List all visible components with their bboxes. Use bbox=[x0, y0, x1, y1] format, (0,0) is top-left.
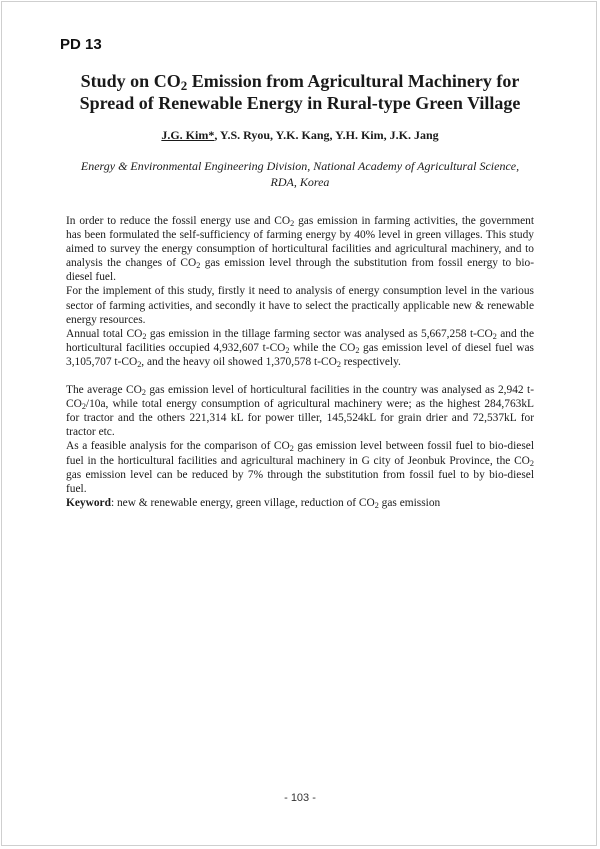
co2-subscript: 2 bbox=[196, 261, 201, 271]
co2-subscript: 2 bbox=[355, 345, 360, 355]
p3-text-f: , and the heavy oil showed 1,370,578 t-CO bbox=[141, 355, 337, 368]
title-line2: Spread of Renewable Energy in Rural-type Green Village bbox=[79, 93, 521, 113]
keyword-text-b: gas emission bbox=[378, 496, 441, 509]
title-line1-end: Emission from Agricultural Machinery for bbox=[187, 71, 520, 91]
p4-text-b: gas emission level of horticultural facilities in the country was analysed as 2,942 t-CO bbox=[66, 384, 534, 411]
co2-subscript: 2 bbox=[492, 331, 497, 341]
co2-subscript: 2 bbox=[142, 331, 147, 341]
page-number: - 103 - bbox=[284, 792, 316, 804]
p5-text-c: gas emission level can be reduced by 7% through the substitution from fossil fuel to by bio-diesel fuel. bbox=[66, 468, 534, 495]
co2-subscript: 2 bbox=[529, 458, 534, 468]
title-line1-start: Study on CO bbox=[80, 71, 181, 91]
title-subscript: 2 bbox=[180, 78, 188, 94]
p3-text-g: respectively. bbox=[340, 355, 401, 368]
affiliation bbox=[60, 158, 540, 190]
p1-text-a: In order to reduce the fossil energy use and CO bbox=[66, 215, 291, 227]
p4-text-a: The average CO bbox=[66, 384, 142, 397]
paragraph-5 bbox=[66, 439, 534, 495]
p1-text-c: gas emission level through the substitution from fossil energy to bio-diesel fuel. bbox=[66, 257, 534, 284]
co2-subscript: 2 bbox=[289, 444, 294, 454]
paragraph-1 bbox=[66, 214, 534, 284]
p3-text-a: Annual total CO bbox=[66, 327, 143, 340]
keyword-label: Keyword bbox=[66, 496, 111, 509]
p1-text-b: gas emission in farming activities, the government has been formulated the self-sufficiency of farming energy by 40% level in green villages. This study aimed to survey the energy consumption of horticultural facilities and agricultural machinery, and to analysis the changes of CO bbox=[66, 215, 535, 270]
co2-subscript: 2 bbox=[290, 219, 295, 229]
p5-text-b: gas emission level between fossil fuel to bio-diesel fuel in the horticultural facilities and agricultural machinery in G city of Jeonbuk Province, the CO bbox=[66, 440, 534, 467]
co-authors: , Y.S. Ryou, Y.K. Kang, Y.H. Kim, J.K. Jang bbox=[214, 128, 439, 142]
co2-subscript: 2 bbox=[374, 500, 379, 510]
author-list bbox=[40, 128, 560, 143]
keywords bbox=[66, 496, 534, 510]
paragraph-2: For the implement of this study, firstly it need to analysis of energy consumption level in the various sector of farming activities, and secondly it have to select the practically applicable new & renewable energy resources. bbox=[66, 285, 534, 326]
p3-text-c: and the horticultural facilities occupied 4,932,607 t-CO bbox=[66, 327, 535, 354]
co2-subscript: 2 bbox=[137, 359, 142, 369]
abstract-body bbox=[66, 214, 534, 510]
p3-text-b: gas emission in the tillage farming sector was analysed as 5,667,258 t-CO bbox=[146, 327, 493, 340]
first-author: J.G. Kim* bbox=[161, 128, 215, 142]
co2-subscript: 2 bbox=[81, 402, 86, 412]
keyword-text-a: : new & renewable energy, green village, reduction of CO bbox=[110, 496, 375, 509]
affiliation-line2: RDA, Korea bbox=[270, 175, 330, 189]
co2-subscript: 2 bbox=[141, 388, 146, 398]
paragraph-3 bbox=[66, 327, 534, 369]
p3-text-d: while the CO bbox=[289, 341, 356, 354]
p4-text-c: /10a, while total energy consumption of agricultural machinery were; as the highest 284,763kL for tractor and the others 221,314 kL for power tiller, 145,524kL for grain drier and 72,537kL for tractor etc. bbox=[66, 398, 534, 439]
co2-subscript: 2 bbox=[336, 359, 341, 369]
paragraph-gap bbox=[66, 369, 534, 383]
co2-subscript: 2 bbox=[285, 345, 290, 355]
session-label: PD 13 bbox=[60, 36, 102, 53]
paper-title bbox=[40, 70, 560, 114]
p3-text-e: gas emission level of diesel fuel was 3,105,707 t-CO bbox=[66, 341, 534, 368]
p5-text-a: As a feasible analysis for the comparison of CO bbox=[66, 440, 290, 453]
paragraph-4 bbox=[66, 383, 534, 439]
affiliation-line1: Energy & Environmental Engineering Division, National Academy of Agricultural Science, bbox=[80, 159, 520, 173]
